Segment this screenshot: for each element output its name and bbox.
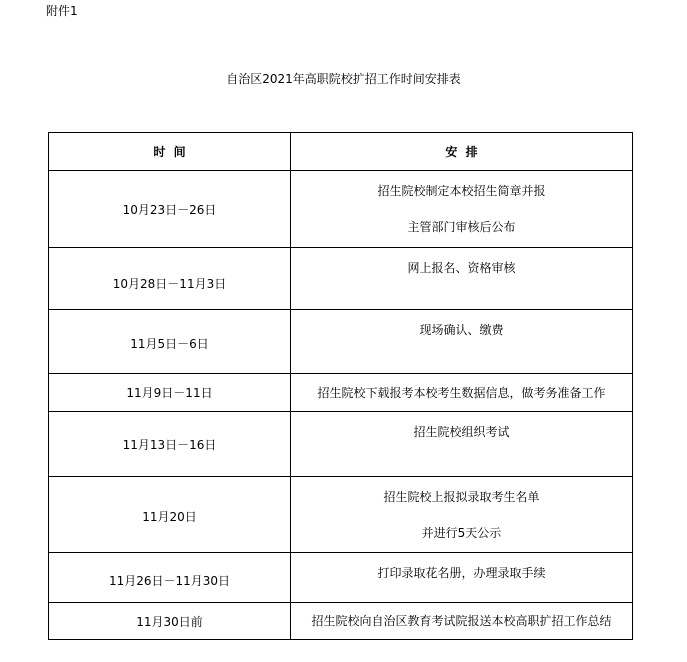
arrangement-cell xyxy=(291,374,633,412)
table-row xyxy=(49,374,633,412)
table-row xyxy=(49,248,633,310)
arrangement-cell xyxy=(291,171,633,248)
table-row xyxy=(49,603,633,640)
document-title: 自治区2021年高职院校扩招工作时间安排表 xyxy=(226,72,461,86)
arrangement-cell xyxy=(291,248,633,310)
arrangement-cell xyxy=(291,412,633,477)
schedule-table xyxy=(48,132,633,640)
table-row xyxy=(49,171,633,248)
arrangement-line: 并进行5天公示 xyxy=(421,525,502,540)
arrangement-line: 现场确认、缴费 xyxy=(419,323,504,337)
time-cell: 11月20日 xyxy=(49,477,291,553)
time-cell: 11月5日－6日 xyxy=(49,310,291,374)
arrangement-cell xyxy=(291,553,633,603)
table-row xyxy=(49,477,633,553)
arrangement-line: 招生院校上报拟录取考生名单 xyxy=(383,489,540,504)
arrangement-line: 招生院校组织考试 xyxy=(413,425,510,439)
arrangement-line: 打印录取花名册，办理录取手续 xyxy=(377,566,546,580)
attachment-label: 附件1 xyxy=(46,4,78,18)
arrangement-cell xyxy=(291,310,633,374)
arrangement-line: 招生院校制定本校招生简章并报 xyxy=(377,184,546,198)
arrangement-line: 网上报名、资格审核 xyxy=(407,261,516,275)
arrangement-cell xyxy=(291,603,633,640)
time-cell: 11月30日前 xyxy=(49,603,291,640)
header-time: 时 间 xyxy=(49,133,291,171)
arrangement-line: 招生院校下载报考本校考生数据信息，做考务准备工作 xyxy=(317,385,606,400)
arrangement-cell xyxy=(291,477,633,553)
table-row xyxy=(49,310,633,374)
header-arrangement: 安 排 xyxy=(291,133,633,171)
table-row xyxy=(49,553,633,603)
table-header-row xyxy=(49,133,633,171)
time-cell: 11月9日－11日 xyxy=(49,374,291,412)
arrangement-line: 主管部门审核后公布 xyxy=(407,220,516,234)
time-cell: 10月23日－26日 xyxy=(49,171,291,248)
time-cell: 11月13日－16日 xyxy=(49,412,291,477)
table-row xyxy=(49,412,633,477)
time-cell: 10月28日－11月3日 xyxy=(49,248,291,310)
arrangement-line: 招生院校向自治区教育考试院报送本校高职扩招工作总结 xyxy=(311,614,612,628)
time-cell: 11月26日－11月30日 xyxy=(49,553,291,603)
